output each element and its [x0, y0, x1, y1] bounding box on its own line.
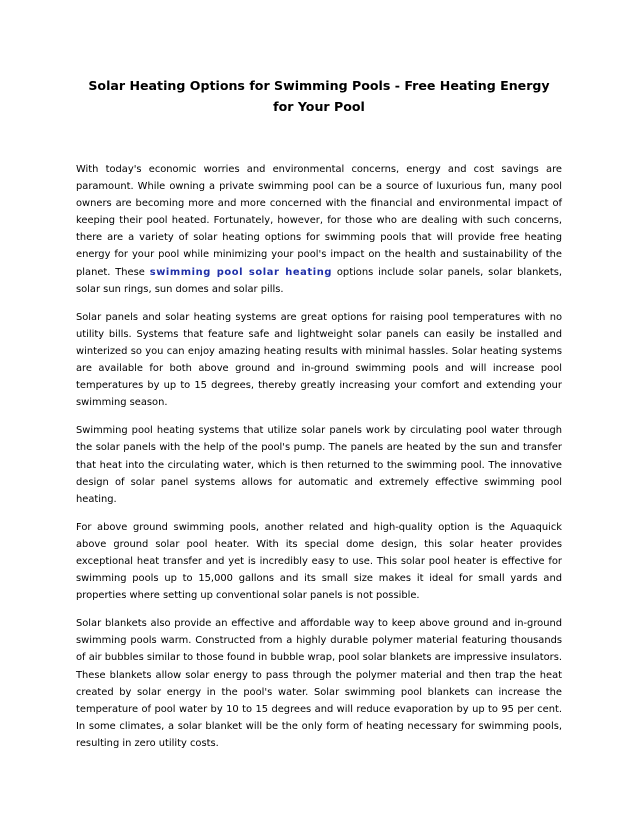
- document-body: [76, 161, 562, 763]
- paragraph-above-ground: For above ground swimming pools, another related and high-quality option is the Aquaquick above ground solar pool heater. With its special dome design, this solar heater provides exceptional heat transfer and yet is incredibly easy to use. This solar pool heater is effective for swimming pools up to 15,000 gallons and its small size makes it ideal for small yards and properties where setting up conventional solar panels is not possible.: [76, 521, 562, 602]
- paragraph-heating-systems: Swimming pool heating systems that utilize solar panels work by circulating pool water through the solar panels with the help of the pool's pump. The panels are heated by the sun and transfer that heat into the circulating water, which is then returned to the swimming pool. The innovative design of solar panel systems allows for automatic and extremely effective swimming pool heating.: [76, 425, 562, 505]
- document-title: Solar Heating Options for Swimming Pools - Free Heating Energy for Your Pool: [88, 78, 550, 114]
- paragraph-solar-blankets: Solar blankets also provide an effective and affordable way to keep above ground and in-ground swimming pools warm. Constructed from a highly durable polymer material featuring thousands of air bubbles similar to those found in bubble wrap, pool solar blankets are impressive insulators. These blankets allow solar energy to pass through the polymer material and then trap the heat created by solar energy in the pool's water. Solar swimming pool blankets can increase the temperature of pool water by 10 to 15 degrees and will reduce evaporation by up to 95 per cent. In some climates, a solar blanket will be the only form of heating necessary for swimming pools, resulting in zero utility costs.: [76, 618, 562, 749]
- paragraph-intro-before: With today's economic worries and environmental concerns, energy and cost savings are paramount. While owning a private swimming pool can be a source of luxurious fun, many pool owners are becoming more and more concerned with the financial and environmental impact of keeping their pool heated. Fortunately, however, for those who are dealing with such concerns, there are a variety of solar heating options for swimming pools that will provide free heating energy for your pool while minimizing your pool's impact on the health and sustainability of the planet. These: [76, 164, 562, 278]
- paragraph-intro: [76, 161, 562, 298]
- swimming-pool-solar-heating-link[interactable]: swimming pool solar heating: [149, 266, 333, 278]
- paragraph-solar-panels: Solar panels and solar heating systems are great options for raising pool temperatures with no utility bills. Systems that feature safe and lightweight solar panels can easily be installed and winterized so you can enjoy amazing heating results with minimal hassles. Solar heating systems are available for both above ground and in-ground swimming pools and will increase pool temperatures by up to 15 degrees, thereby greatly increasing your comfort and extending your swimming season.: [76, 311, 562, 409]
- paragraph-intro-after: options include solar panels, solar blankets, solar sun rings, sun domes and solar pills.: [76, 266, 562, 295]
